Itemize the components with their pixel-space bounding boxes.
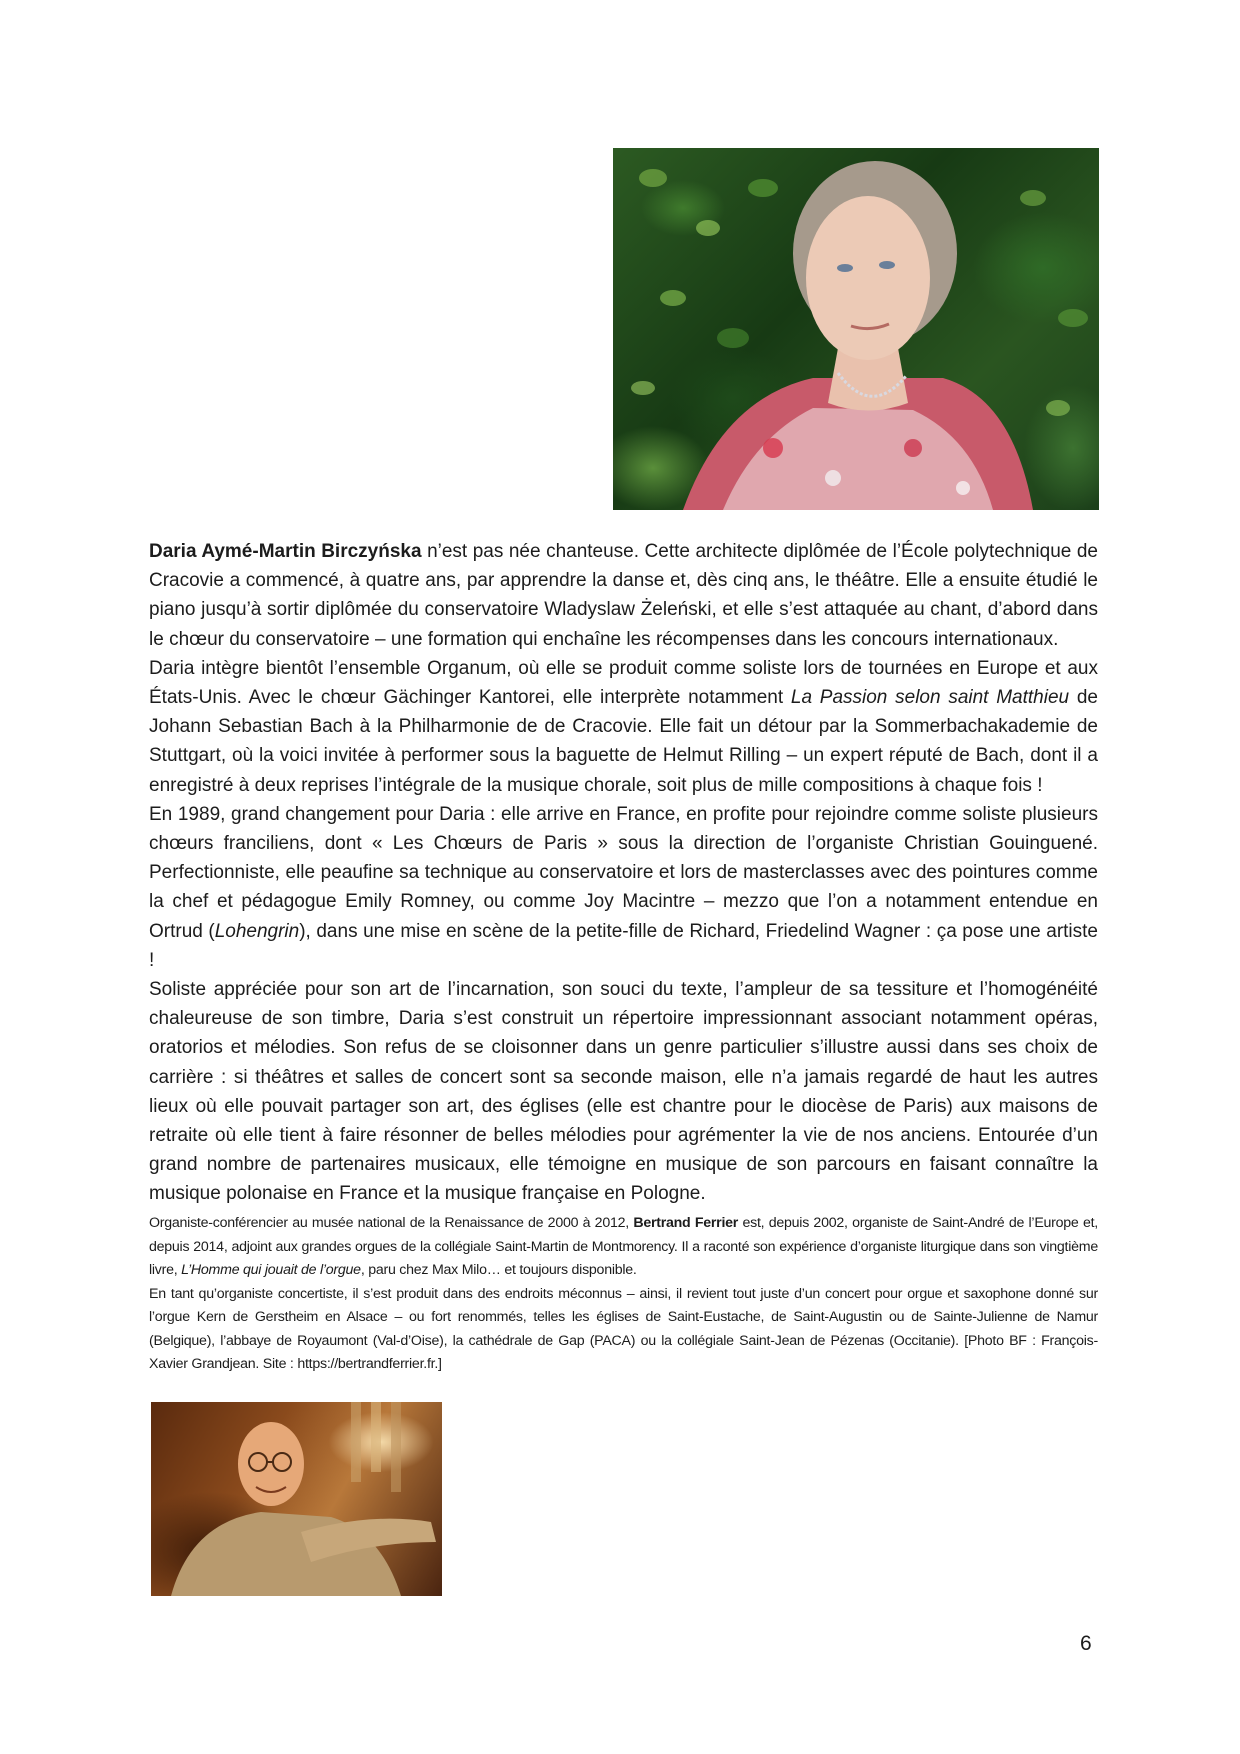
work-title: Lohengrin: [214, 920, 300, 942]
ferrier-biography: [149, 1212, 1098, 1377]
work-title: La Passion selon saint Matthieu: [790, 687, 1070, 709]
daria-portrait-photo: [613, 148, 1099, 510]
ferrier-photo: [151, 1402, 442, 1596]
daria-paragraph-3: En 1989, grand changement pour Daria : elle arrive en France, en profite pour rejoindre comme soliste plusieurs chœurs franciliens, dont « Les Chœurs de Paris » sous la direction de l’organiste Christian Gouinguené. Perfectionniste, elle peaufine sa technique au conservatoire et lors de masterclasses avec des pointures comme la chef et pédagogue Emily Romney, ou comme Joy Macintre – mezzo que l’on a notamment entendue en Ortrud (Lohengrin), dans une mise en scène de la petite-fille de Richard, Friedelind Wagner : ça pose une artiste !: [149, 803, 1098, 971]
ferrier-paragraph-1: Organiste-conférencier au musée national de la Renaissance de 2000 à 2012, Bertrand Ferrier est, depuis 2002, organiste de Saint-André de l’Europe et, depuis 2014, adjoint aux grandes orgues de la collégiale Saint-Martin de Montmorency. Il a raconté son expérience d’organiste liturgique dans son vingtième livre, L’Homme qui jouait de l’orgue, paru chez Max Milo… et toujours disponible.: [149, 1215, 1098, 1278]
book-title: L’Homme qui jouait de l’orgue: [181, 1262, 361, 1278]
page-number: 6: [1080, 1632, 1092, 1655]
organist-illustration: [151, 1402, 442, 1596]
daria-biography: [149, 537, 1098, 1209]
daria-name: Daria Aymé-Martin Birczyńska: [149, 541, 422, 562]
daria-paragraph-2: Daria intègre bientôt l’ensemble Organum, où elle se produit comme soliste lors de tournées en Europe et aux États-Unis. Avec le chœur Gächinger Kantorei, elle interprète notamment La Passion selon saint Matthieu de Johann Sebastian Bach à la Philharmonie de de Cracovie. Elle fait un détour par la Sommerbachakademie de Stuttgart, où la voici invitée à performer sous la baguette de Helmut Rilling – un expert réputé de Bach, dont il a enregistré à deux reprises l’intégrale de la musique chorale, soit plus de mille compositions à chaque fois !: [149, 657, 1098, 796]
ferrier-paragraph-2: En tant qu’organiste concertiste, il s’est produit dans des endroits méconnus – ainsi, il revient tout juste d’un concert pour orgue et saxophone donné sur l’orgue Kern de Gerstheim en Alsace – ou fort renommés, telles les églises de Saint-Eustache, de Saint-Augustin ou de Sainte-Julienne de Namur (Belgique), l’abbaye de Royaumont (Val-d’Oise), la cathédrale de Gap (PACA) ou la collégiale Saint-Jean de Pézenas (Occitanie). [Photo BF : François-Xavier Grandjean. Site : https://bertrandferrier.fr.]: [149, 1285, 1098, 1372]
daria-paragraph-1: Daria Aymé-Martin Birczyńska n’est pas née chanteuse. Cette architecte diplômée de l’École polytechnique de Cracovie a commencé, à quatre ans, par apprendre la danse et, dès cinq ans, le théâtre. Elle a ensuite étudié le piano jusqu’à sortir diplômée du conservatoire Wladyslaw Żeleński, et elle s’est attaquée au chant, d’abord dans le chœur du conservatoire – une formation qui enchaîne les récompenses dans les concours internationaux.: [149, 541, 1098, 650]
portrait-illustration: [613, 148, 1099, 510]
ferrier-name: Bertrand Ferrier: [633, 1215, 739, 1231]
daria-paragraph-4: Soliste appréciée pour son art de l’incarnation, son souci du texte, l’ampleur de sa tessiture et l’homogénéité chaleureuse de son timbre, Daria s’est construit un répertoire impressionnant associant notamment opéras, oratorios et mélodies. Son refus de se cloisonner dans un genre particulier s’illustre aussi dans ses choix de carrière : si théâtres et salles de concert sont sa seconde maison, elle n’a jamais regardé de haut les autres lieux où elle pouvait partager son art, des églises (elle est chantre pour le diocèse de Paris) aux maisons de retraite où elle tient à faire résonner de belles mélodies pour agrémenter la vie de nos anciens. Entourée d’un grand nombre de partenaires musicaux, elle témoigne en musique de son parcours en faisant connaître la musique polonaise en France et la musique française en Pologne.: [149, 979, 1098, 1205]
